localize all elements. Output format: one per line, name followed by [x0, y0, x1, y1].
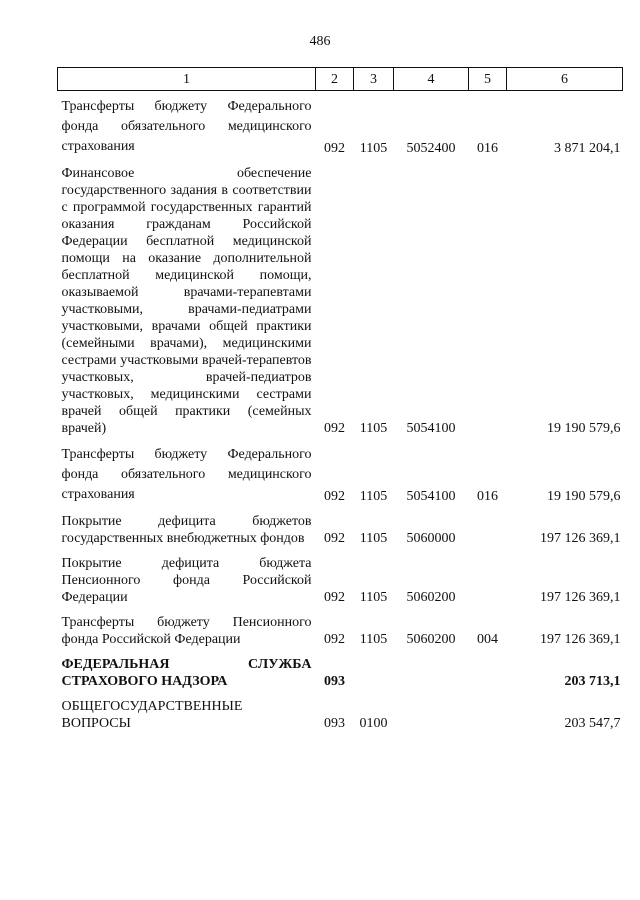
page-number: 486: [309, 34, 331, 49]
row-amount: 3 871 204,1: [554, 141, 621, 156]
row-name: Трансферты бюджету Федерального фонда обязательного медицинского страхования: [61, 99, 312, 154]
row-expense-type: 004: [477, 632, 498, 647]
row-section-code: 1105: [359, 489, 388, 504]
table-row: [58, 547, 623, 606]
row-section-code: 1105: [359, 531, 388, 546]
header-col-3: 3: [354, 68, 394, 91]
row-amount: 197 126 369,1: [540, 590, 621, 605]
header-col-4: 4: [394, 68, 469, 91]
row-article-code: [394, 648, 469, 690]
row-article-code: 5054100: [406, 421, 456, 436]
row-ministry-code: 092: [324, 632, 345, 647]
row-amount: 203 547,7: [564, 716, 621, 731]
row-section-code: 1105: [359, 590, 388, 605]
row-ministry-code: 093: [324, 674, 345, 689]
row-amount: 19 190 579,6: [547, 489, 621, 504]
row-section-code: 0100: [359, 716, 388, 731]
row-expense-type: 016: [477, 489, 498, 504]
row-amount: 19 190 579,6: [547, 421, 621, 436]
row-amount: 197 126 369,1: [540, 531, 621, 546]
table-row: [58, 690, 623, 732]
table-row-section-heading: [58, 648, 623, 690]
row-ministry-code: 092: [324, 141, 345, 156]
row-section-code: 1105: [359, 141, 388, 156]
budget-table: [57, 67, 623, 732]
header-row: [58, 68, 623, 91]
row-name: ОБЩЕГОСУДАРСТВЕННЫЕ ВОПРОСЫ: [61, 699, 243, 731]
row-name: Покрытие дефицита бюджетов государственных внебюджетных фондов: [61, 514, 312, 546]
row-article-code: [394, 690, 469, 732]
row-section-code: 1105: [359, 632, 388, 647]
row-name: Трансферты бюджету Пенсионного фонда Российской Федерации: [61, 615, 312, 647]
header-col-1: 1: [58, 68, 316, 91]
row-ministry-code: 092: [324, 531, 345, 546]
row-expense-type: 016: [477, 141, 498, 156]
header-col-6: 6: [507, 68, 623, 91]
row-name: Финансовое обеспечение государственного задания в соответствии с программой государственных гарантий оказания гражданам Российской Федерации бесплатной медицинской помощи на оказание дополнительной бесплатной медицинской помощи, оказываемой врачами-терапевтами участковыми, врачами-педиатрами участковыми, врачами общей практики (семейными врачами), медицинскими сестрами участковыми врачей-терапевтов участковых, врачей-педиатров участковых, медицинскими сестрами врачей общей практики (семейных врачей): [61, 166, 312, 436]
row-expense-type: [469, 648, 507, 690]
row-section-code: 1105: [359, 421, 388, 436]
row-ministry-code: 092: [324, 590, 345, 605]
row-amount: 203 713,1: [564, 674, 621, 689]
row-name: ФЕДЕРАЛЬНАЯ СЛУЖБА СТРАХОВОГО НАДЗОРА: [61, 657, 312, 689]
row-ministry-code: 092: [324, 489, 345, 504]
row-article-code: 5060000: [406, 531, 456, 546]
row-name: Покрытие дефицита бюджета Пенсионного фонда Российской Федерации: [61, 556, 312, 605]
row-expense-type: [469, 690, 507, 732]
row-article-code: 5054100: [406, 489, 456, 504]
table-row: [58, 157, 623, 437]
row-ministry-code: 093: [324, 716, 345, 731]
table-row: [58, 606, 623, 648]
header-col-2: 2: [316, 68, 354, 91]
row-expense-type: [469, 505, 507, 547]
row-article-code: 5052400: [406, 141, 456, 156]
header-col-5: 5: [469, 68, 507, 91]
row-name: Трансферты бюджету Федерального фонда обязательного медицинского страхования: [61, 447, 312, 502]
row-expense-type: [469, 157, 507, 437]
row-article-code: 5060200: [406, 632, 456, 647]
row-article-code: 5060200: [406, 590, 456, 605]
table-row: [58, 505, 623, 547]
row-section-code: [354, 648, 394, 690]
row-ministry-code: 092: [324, 421, 345, 436]
row-amount: 197 126 369,1: [540, 632, 621, 647]
row-expense-type: [469, 547, 507, 606]
table-row: [58, 91, 623, 158]
table-row: [58, 437, 623, 505]
